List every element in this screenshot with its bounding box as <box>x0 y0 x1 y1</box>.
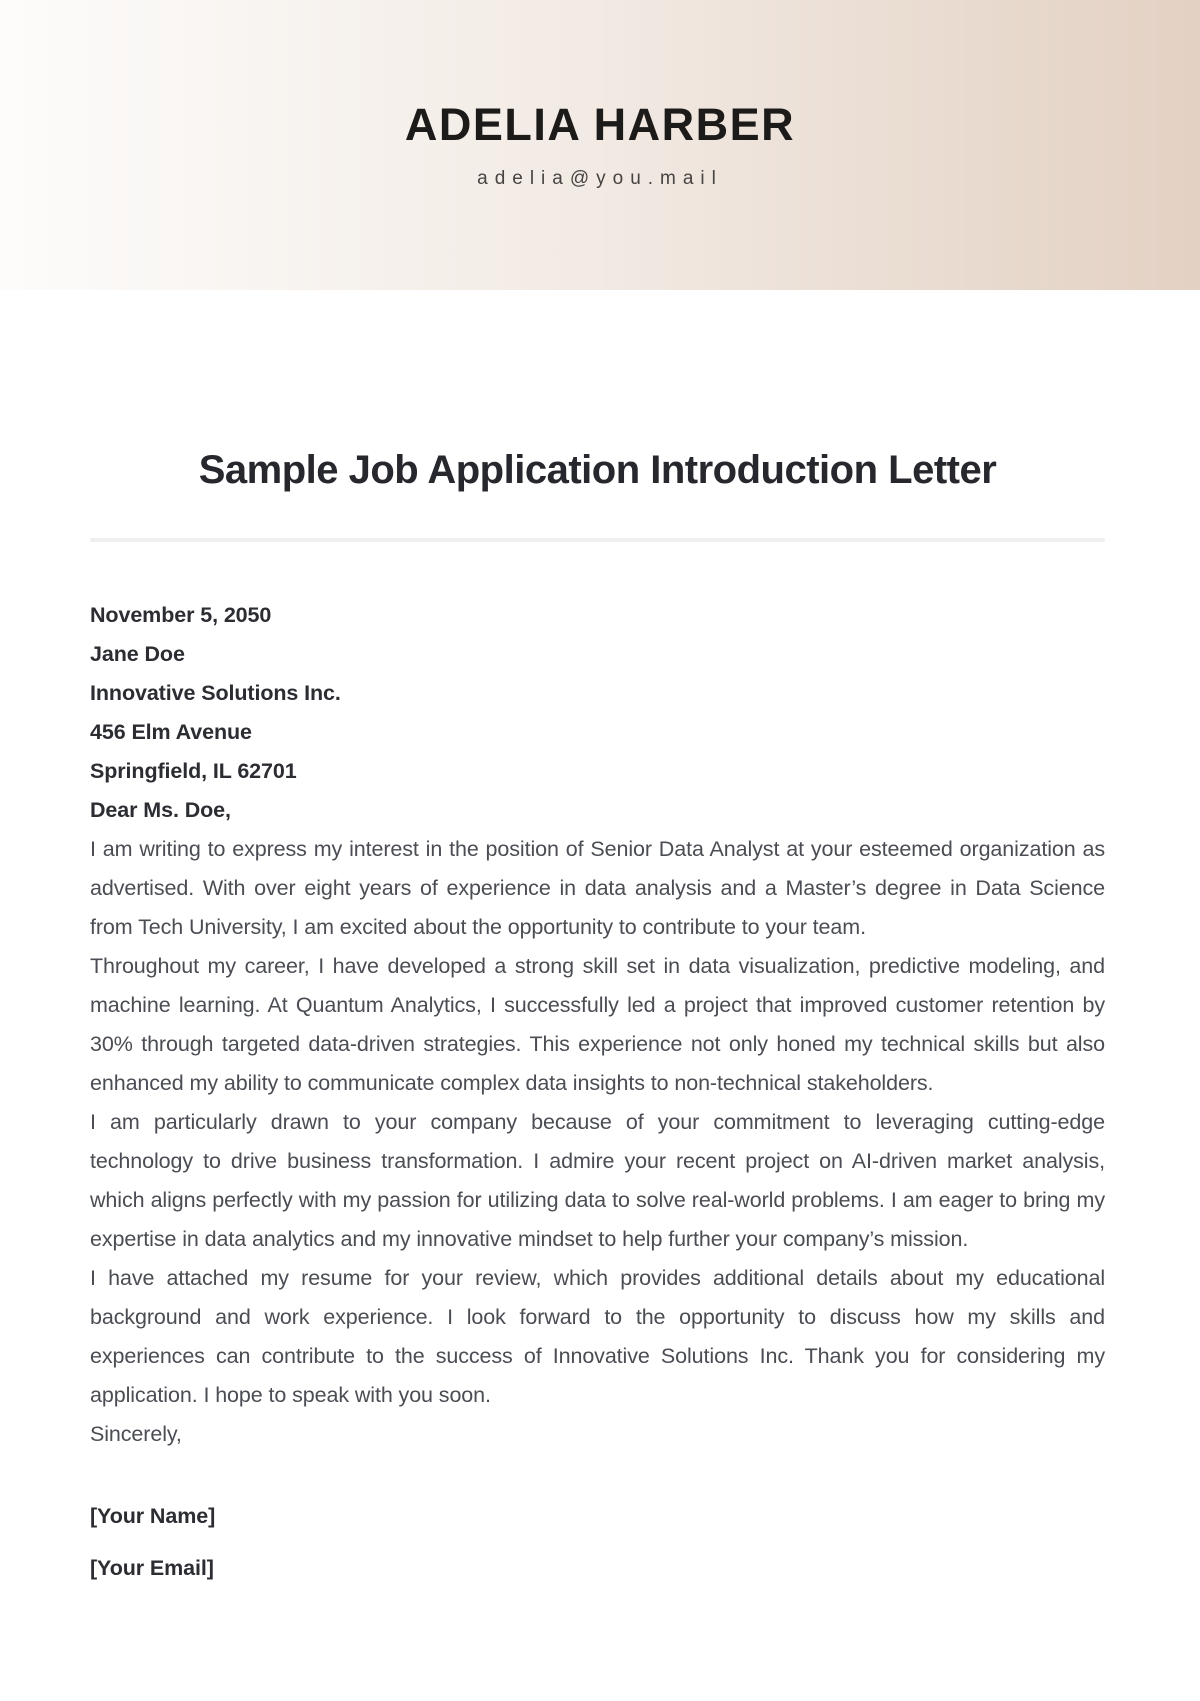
recipient-city: Springfield, IL 62701 <box>90 759 297 783</box>
letter-date: November 5, 2050 <box>90 603 272 627</box>
recipient-street: 456 Elm Avenue <box>90 720 252 744</box>
letterhead <box>0 0 1200 290</box>
closing: Sincerely, <box>90 1422 182 1446</box>
letter-paragraph-4: I have attached my resume for your review, which provides additional details about my educational background and work experience. I look forward to the opportunity to discuss how my skills and experiences can contribute to the success of Innovative Solutions Inc. Thank you for considering my application. I hope to speak with you soon. <box>90 1266 1105 1407</box>
letterhead-email: adelia@you.mail <box>477 167 723 189</box>
signature-email-placeholder: [Your Email] <box>90 1556 214 1580</box>
salutation: Dear Ms. Doe, <box>90 798 231 822</box>
letter-content <box>90 446 1105 1588</box>
recipient-name: Jane Doe <box>90 642 185 666</box>
letter-body <box>90 596 1105 1588</box>
letterhead-name: ADELIA HARBER <box>404 99 796 151</box>
document-title: Sample Job Application Introduction Letter <box>198 448 997 492</box>
letter-paragraph-3: I am particularly drawn to your company because of your commitment to leveraging cutting-edge technology to drive business transformation. I admire your recent project on AI-driven market analysis, which aligns perfectly with my passion for utilizing data to solve real-world problems. I am eager to bring my expertise in data analytics and my innovative mindset to help further your company’s mission. <box>90 1110 1105 1251</box>
letter-paragraph-1: I am writing to express my interest in the position of Senior Data Analyst at your esteemed organization as advertised. With over eight years of experience in data analysis and a Master’s degree in Data Science from Tech University, I am excited about the opportunity to contribute to your team. <box>90 837 1105 939</box>
title-divider <box>90 538 1105 542</box>
recipient-company: Innovative Solutions Inc. <box>90 681 341 705</box>
signature-name-placeholder: [Your Name] <box>90 1504 216 1528</box>
letter-paragraph-2: Throughout my career, I have developed a strong skill set in data visualization, predictive modeling, and machine learning. At Quantum Analytics, I successfully led a project that improved customer retention by 30% through targeted data-driven strategies. This experience not only honed my technical skills but also enhanced my ability to communicate complex data insights to non-technical stakeholders. <box>90 954 1105 1095</box>
